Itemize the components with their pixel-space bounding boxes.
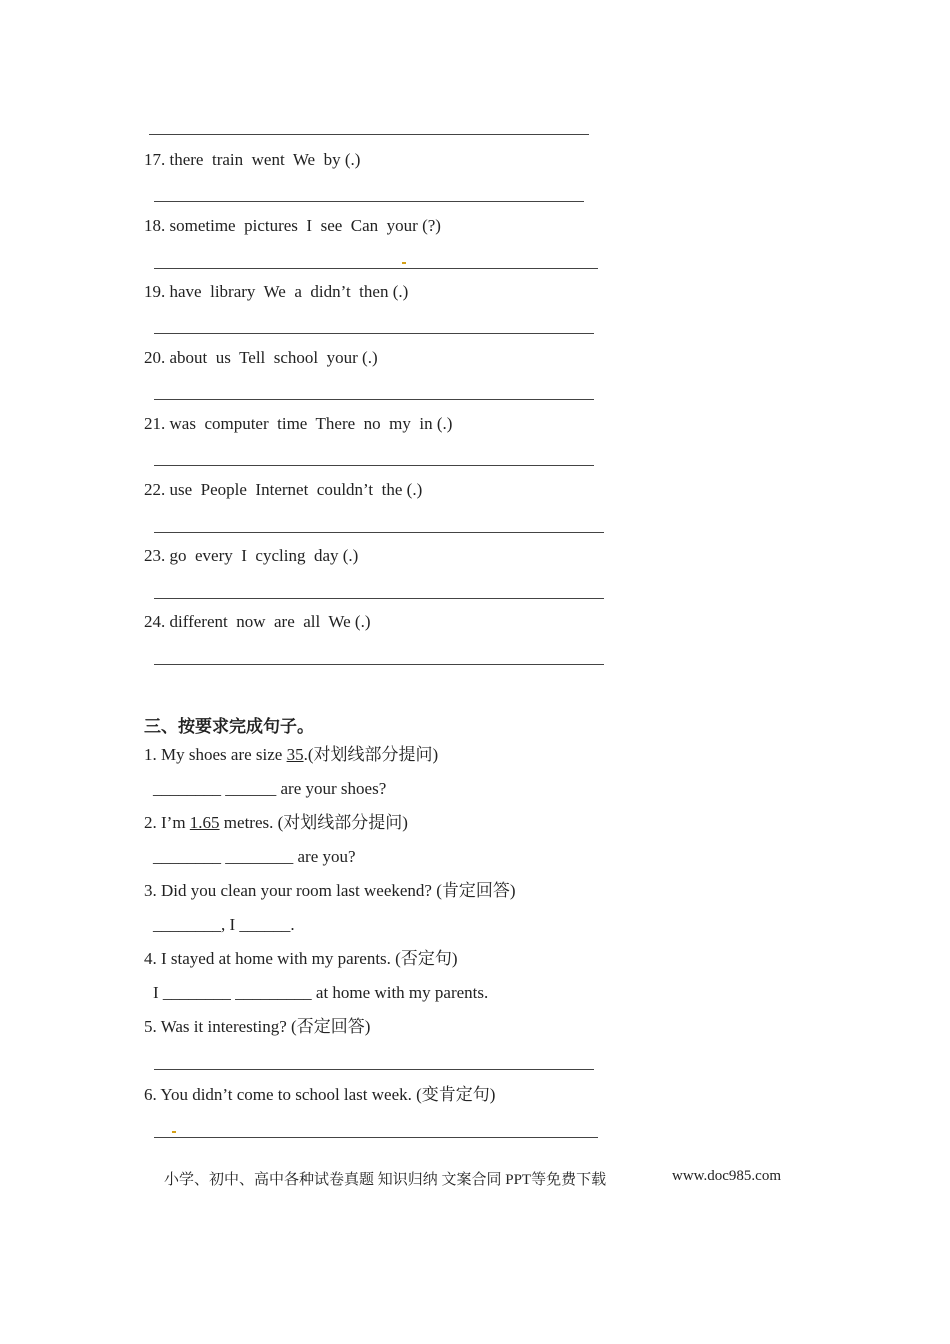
task-4: 4. I stayed at home with my parents. (否定句) — [144, 949, 458, 968]
orange-mark — [172, 1131, 176, 1133]
task-1-answer[interactable]: ________ ______ are your shoes? — [153, 779, 387, 798]
task-1: 1. My shoes are size 35.(对划线部分提问) — [144, 745, 439, 764]
task-2: 2. I’m 1.65 metres. (对划线部分提问) — [144, 813, 408, 832]
task-6-answer-line[interactable] — [154, 1137, 598, 1138]
answer-line-22[interactable] — [154, 532, 604, 533]
answer-line-18[interactable] — [154, 268, 598, 269]
task-6: 6. You didn’t come to school last week. (变肯定句) — [144, 1085, 496, 1104]
task-2-answer[interactable]: ________ ________ are you? — [153, 847, 356, 866]
question-20: 20. about us Tell school your (.) — [144, 348, 378, 367]
section-heading: 三、按要求完成句子。 — [144, 717, 314, 737]
task-5: 5. Was it interesting? (否定回答) — [144, 1017, 371, 1036]
underlined-part: 1.65 — [189, 813, 220, 832]
task-3-answer[interactable]: ________, I ______. — [153, 915, 295, 934]
question-23: 23. go every I cycling day (.) — [144, 546, 359, 565]
question-17: 17. there train went We by (.) — [144, 150, 361, 169]
answer-line-21[interactable] — [154, 465, 594, 466]
answer-line-24[interactable] — [154, 664, 604, 665]
question-22: 22. use People Internet couldn’t the (.) — [144, 480, 423, 499]
task-3: 3. Did you clean your room last weekend? (肯定回答) — [144, 881, 516, 900]
answer-line-20[interactable] — [154, 399, 594, 400]
answer-line-23[interactable] — [154, 598, 604, 599]
footer-text: 小学、初中、高中各种试卷真题 知识归纳 文案合同 PPT等免费下载 — [164, 1172, 607, 1188]
question-21: 21. was computer time There no my in (.) — [144, 414, 453, 433]
question-19: 19. have library We a didn’t then (.) — [144, 282, 409, 301]
question-18: 18. sometime pictures I see Can your (?) — [144, 216, 441, 235]
underlined-part: 35 — [286, 745, 304, 764]
question-24: 24. different now are all We (.) — [144, 612, 371, 631]
answer-line-17[interactable] — [154, 201, 584, 202]
task-4-answer[interactable]: I ________ _________ at home with my parents. — [153, 983, 489, 1002]
task-5-answer-line[interactable] — [154, 1069, 594, 1070]
answer-line-19[interactable] — [154, 333, 594, 334]
footer-url[interactable]: www.doc985.com — [672, 1168, 782, 1184]
orange-mark — [402, 262, 406, 264]
answer-line-16[interactable] — [149, 134, 589, 135]
